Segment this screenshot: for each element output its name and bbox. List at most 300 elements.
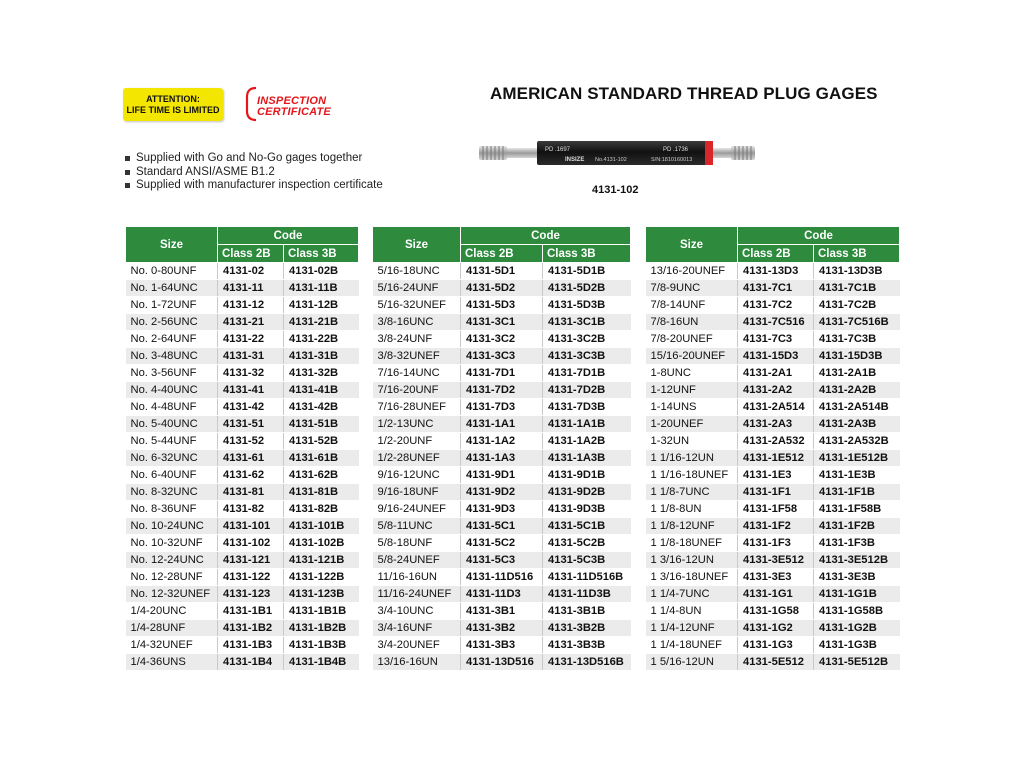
class-2b-code-cell: 4131-3B3 — [461, 637, 543, 654]
class-2b-header: Class 2B — [461, 245, 543, 263]
class-2b-code-cell: 4131-2A2 — [738, 382, 814, 399]
class-2b-code-cell: 4131-02 — [218, 263, 284, 280]
class-3b-code-cell: 4131-5C3B — [543, 552, 631, 569]
size-cell: 1/2-13UNC — [373, 416, 461, 433]
size-cell: 7/16-20UNF — [373, 382, 461, 399]
class-2b-code-cell: 4131-52 — [218, 433, 284, 450]
class-3b-code-cell: 4131-9D2B — [543, 484, 631, 501]
class-2b-code-cell: 4131-32 — [218, 365, 284, 382]
class-2b-code-cell: 4131-1G2 — [738, 620, 814, 637]
class-2b-code-cell: 4131-121 — [218, 552, 284, 569]
size-cell: 7/8-14UNF — [646, 297, 738, 314]
size-cell: 1-8UNC — [646, 365, 738, 382]
class-3b-code-cell: 4131-3E512B — [814, 552, 900, 569]
class-2b-code-cell: 4131-11D3 — [461, 586, 543, 603]
class-3b-code-cell: 4131-7C1B — [814, 280, 900, 297]
gage-brand: INSIZE — [565, 157, 585, 163]
class-3b-code-cell: 4131-81B — [284, 484, 359, 501]
table-row — [373, 535, 631, 552]
class-2b-code-cell: 4131-1E3 — [738, 467, 814, 484]
class-3b-code-cell: 4131-9D3B — [543, 501, 631, 518]
class-2b-code-cell: 4131-3B2 — [461, 620, 543, 637]
class-3b-code-cell: 4131-5D2B — [543, 280, 631, 297]
size-cell: No. 10-32UNF — [126, 535, 218, 552]
class-2b-code-cell: 4131-122 — [218, 569, 284, 586]
size-cell: 7/8-9UNC — [646, 280, 738, 297]
size-cell: No. 4-48UNF — [126, 399, 218, 416]
class-2b-code-cell: 4131-101 — [218, 518, 284, 535]
class-2b-code-cell: 4131-9D1 — [461, 467, 543, 484]
table-row — [126, 280, 359, 297]
table-row — [373, 552, 631, 569]
size-cell: No. 1-72UNF — [126, 297, 218, 314]
class-2b-code-cell: 4131-15D3 — [738, 348, 814, 365]
class-2b-code-cell: 4131-1G58 — [738, 603, 814, 620]
class-2b-code-cell: 4131-5E512 — [738, 654, 814, 671]
size-cell: 5/8-24UNEF — [373, 552, 461, 569]
table-row — [126, 501, 359, 518]
model-number: 4131-102 — [592, 184, 639, 196]
class-3b-code-cell: 4131-52B — [284, 433, 359, 450]
table-row — [126, 331, 359, 348]
table-row — [646, 433, 900, 450]
table-row — [646, 331, 900, 348]
class-3b-code-cell: 4131-5D1B — [543, 263, 631, 280]
class-3b-code-cell: 4131-1G3B — [814, 637, 900, 654]
class-3b-code-cell: 4131-1G58B — [814, 603, 900, 620]
table-row — [126, 382, 359, 399]
class-2b-code-cell: 4131-22 — [218, 331, 284, 348]
class-3b-code-cell: 4131-7C3B — [814, 331, 900, 348]
size-cell: 5/8-18UNF — [373, 535, 461, 552]
size-cell: 1/4-32UNEF — [126, 637, 218, 654]
table-row — [126, 518, 359, 535]
class-3b-code-cell: 4131-13D516B — [543, 654, 631, 671]
class-3b-code-cell: 4131-1F1B — [814, 484, 900, 501]
class-2b-code-cell: 4131-1A3 — [461, 450, 543, 467]
size-cell: 5/16-32UNEF — [373, 297, 461, 314]
class-2b-code-cell: 4131-42 — [218, 399, 284, 416]
table-row — [373, 586, 631, 603]
size-cell: 1/2-20UNF — [373, 433, 461, 450]
size-cell: No. 3-56UNF — [126, 365, 218, 382]
table-row — [646, 569, 900, 586]
class-3b-code-cell: 4131-3B3B — [543, 637, 631, 654]
class-2b-code-cell: 4131-81 — [218, 484, 284, 501]
table-row — [373, 399, 631, 416]
class-2b-code-cell: 4131-123 — [218, 586, 284, 603]
class-2b-code-cell: 4131-1F3 — [738, 535, 814, 552]
class-3b-code-cell: 4131-1F58B — [814, 501, 900, 518]
table-row — [646, 484, 900, 501]
class-3b-code-cell: 4131-5D3B — [543, 297, 631, 314]
class-2b-code-cell: 4131-2A3 — [738, 416, 814, 433]
class-3b-code-cell: 4131-12B — [284, 297, 359, 314]
size-cell: 11/16-16UN — [373, 569, 461, 586]
size-cell: 3/8-16UNC — [373, 314, 461, 331]
size-cell: No. 12-24UNC — [126, 552, 218, 569]
table-row — [126, 654, 359, 671]
table-row — [373, 314, 631, 331]
class-2b-code-cell: 4131-1F2 — [738, 518, 814, 535]
class-3b-code-cell: 4131-121B — [284, 552, 359, 569]
class-3b-code-cell: 4131-5C2B — [543, 535, 631, 552]
size-cell: No. 5-40UNC — [126, 416, 218, 433]
class-3b-code-cell: 4131-1A3B — [543, 450, 631, 467]
table-row — [373, 348, 631, 365]
table-row — [126, 586, 359, 603]
class-2b-code-cell: 4131-1B2 — [218, 620, 284, 637]
size-cell: No. 6-32UNC — [126, 450, 218, 467]
gage-serial: S/N:1810160013 — [651, 157, 693, 163]
class-2b-code-cell: 4131-82 — [218, 501, 284, 518]
gage-table-3 — [645, 226, 900, 671]
class-2b-code-cell: 4131-3C2 — [461, 331, 543, 348]
size-cell: No. 8-36UNF — [126, 501, 218, 518]
class-2b-code-cell: 4131-7C2 — [738, 297, 814, 314]
size-cell: 7/16-14UNC — [373, 365, 461, 382]
class-3b-code-cell: 4131-3E3B — [814, 569, 900, 586]
class-3b-code-cell: 4131-3B1B — [543, 603, 631, 620]
class-2b-code-cell: 4131-1F1 — [738, 484, 814, 501]
class-2b-code-cell: 4131-2A514 — [738, 399, 814, 416]
table-row — [646, 382, 900, 399]
table-row — [126, 365, 359, 382]
attention-badge-line2: LIFE TIME IS LIMITED — [126, 104, 220, 115]
feature-item: Supplied with manufacturer inspection certificate — [123, 179, 383, 193]
size-cell: No. 12-32UNEF — [126, 586, 218, 603]
class-2b-code-cell: 4131-1B3 — [218, 637, 284, 654]
class-2b-code-cell: 4131-3E512 — [738, 552, 814, 569]
size-cell: 5/16-24UNF — [373, 280, 461, 297]
class-2b-code-cell: 4131-7D2 — [461, 382, 543, 399]
table-row — [126, 399, 359, 416]
class-2b-code-cell: 4131-5C1 — [461, 518, 543, 535]
table-row — [646, 450, 900, 467]
class-2b-code-cell: 4131-5D1 — [461, 263, 543, 280]
size-cell: 13/16-20UNEF — [646, 263, 738, 280]
size-cell: 1 1/8-18UNEF — [646, 535, 738, 552]
attention-badge-line1: ATTENTION: — [146, 93, 200, 104]
size-cell: No. 8-32UNC — [126, 484, 218, 501]
class-3b-code-cell: 4131-1B4B — [284, 654, 359, 671]
size-cell: 3/4-20UNEF — [373, 637, 461, 654]
gage-number: No.4131-102 — [595, 157, 627, 163]
class-3b-code-cell: 4131-21B — [284, 314, 359, 331]
gage-table-2 — [372, 226, 631, 671]
table-row — [646, 280, 900, 297]
class-2b-code-cell: 4131-1G1 — [738, 586, 814, 603]
page-title: AMERICAN STANDARD THREAD PLUG GAGES — [490, 84, 878, 103]
size-cell: 9/16-24UNEF — [373, 501, 461, 518]
table-row — [646, 552, 900, 569]
table-row — [126, 314, 359, 331]
class-3b-code-cell: 4131-3C3B — [543, 348, 631, 365]
size-cell: 1 5/16-12UN — [646, 654, 738, 671]
class-2b-code-cell: 4131-5C3 — [461, 552, 543, 569]
feature-item: Supplied with Go and No-Go gages together — [123, 152, 383, 166]
class-3b-code-cell: 4131-1B3B — [284, 637, 359, 654]
table-row — [373, 365, 631, 382]
class-2b-code-cell: 4131-62 — [218, 467, 284, 484]
class-3b-code-cell: 4131-5C1B — [543, 518, 631, 535]
class-2b-code-cell: 4131-1B4 — [218, 654, 284, 671]
class-2b-code-cell: 4131-13D516 — [461, 654, 543, 671]
class-2b-code-cell: 4131-7C516 — [738, 314, 814, 331]
feature-list — [123, 152, 383, 193]
gage-pd-left: PD .1697 — [545, 147, 571, 153]
table-row — [373, 467, 631, 484]
size-cell: 1 1/4-7UNC — [646, 586, 738, 603]
size-cell: No. 4-40UNC — [126, 382, 218, 399]
class-3b-header: Class 3B — [814, 245, 900, 263]
size-cell: 7/8-16UN — [646, 314, 738, 331]
table-row — [646, 314, 900, 331]
class-3b-code-cell: 4131-61B — [284, 450, 359, 467]
size-cell: 11/16-24UNEF — [373, 586, 461, 603]
class-3b-code-cell: 4131-1A1B — [543, 416, 631, 433]
class-3b-code-cell: 4131-1E3B — [814, 467, 900, 484]
class-3b-code-cell: 4131-31B — [284, 348, 359, 365]
size-cell: 1 1/8-7UNC — [646, 484, 738, 501]
size-cell: 1 1/16-12UN — [646, 450, 738, 467]
class-3b-code-cell: 4131-1B1B — [284, 603, 359, 620]
class-2b-code-cell: 4131-1B1 — [218, 603, 284, 620]
class-2b-code-cell: 4131-2A1 — [738, 365, 814, 382]
table-row — [373, 501, 631, 518]
table-row — [373, 416, 631, 433]
table-row — [373, 569, 631, 586]
class-2b-code-cell: 4131-5D2 — [461, 280, 543, 297]
class-3b-code-cell: 4131-3C2B — [543, 331, 631, 348]
table-row — [646, 620, 900, 637]
size-cell: 5/8-11UNC — [373, 518, 461, 535]
table-row — [373, 433, 631, 450]
code-header: Code — [738, 227, 900, 245]
class-2b-code-cell: 4131-1E512 — [738, 450, 814, 467]
class-2b-code-cell: 4131-7D1 — [461, 365, 543, 382]
table-row — [126, 433, 359, 450]
table-row — [126, 569, 359, 586]
class-2b-code-cell: 4131-3C3 — [461, 348, 543, 365]
size-cell: 1-32UN — [646, 433, 738, 450]
size-cell: 1/4-20UNC — [126, 603, 218, 620]
table-row — [126, 484, 359, 501]
table-row — [373, 297, 631, 314]
gage-pd-right: PD .1736 — [663, 147, 689, 153]
inspection-certificate-logo — [244, 85, 354, 123]
class-2b-code-cell: 4131-9D2 — [461, 484, 543, 501]
class-3b-code-cell: 4131-13D3B — [814, 263, 900, 280]
table-row — [126, 620, 359, 637]
class-3b-code-cell: 4131-7D2B — [543, 382, 631, 399]
table-row — [126, 603, 359, 620]
size-cell: 9/16-12UNC — [373, 467, 461, 484]
class-3b-code-cell: 4131-42B — [284, 399, 359, 416]
size-cell: 1/2-28UNEF — [373, 450, 461, 467]
table-row — [646, 535, 900, 552]
class-2b-code-cell: 4131-11 — [218, 280, 284, 297]
size-cell: No. 5-44UNF — [126, 433, 218, 450]
table-row — [646, 637, 900, 654]
table-row — [646, 603, 900, 620]
table-row — [373, 450, 631, 467]
class-3b-code-cell: 4131-1E512B — [814, 450, 900, 467]
size-cell: 1 1/8-12UNF — [646, 518, 738, 535]
class-3b-code-cell: 4131-102B — [284, 535, 359, 552]
class-3b-code-cell: 4131-62B — [284, 467, 359, 484]
size-header: Size — [646, 227, 738, 263]
class-2b-code-cell: 4131-102 — [218, 535, 284, 552]
size-cell: No. 1-64UNC — [126, 280, 218, 297]
table-row — [646, 654, 900, 671]
table-row — [126, 467, 359, 484]
class-2b-code-cell: 4131-7C3 — [738, 331, 814, 348]
class-3b-code-cell: 4131-3B2B — [543, 620, 631, 637]
class-3b-code-cell: 4131-123B — [284, 586, 359, 603]
size-cell: 1-12UNF — [646, 382, 738, 399]
certificate-line2: CERTIFICATE — [257, 106, 331, 118]
table-row — [126, 263, 359, 280]
size-cell: No. 12-28UNF — [126, 569, 218, 586]
size-cell: No. 6-40UNF — [126, 467, 218, 484]
class-2b-code-cell: 4131-12 — [218, 297, 284, 314]
gage-table-1 — [125, 226, 359, 671]
class-2b-code-cell: 4131-21 — [218, 314, 284, 331]
code-header: Code — [461, 227, 631, 245]
size-cell: 1 1/16-18UNEF — [646, 467, 738, 484]
attention-badge — [123, 88, 223, 121]
table-row — [646, 365, 900, 382]
size-cell: 13/16-16UN — [373, 654, 461, 671]
table-row — [646, 501, 900, 518]
class-2b-code-cell: 4131-31 — [218, 348, 284, 365]
class-2b-code-cell: 4131-1G3 — [738, 637, 814, 654]
certificate-line1: INSPECTION — [257, 95, 327, 107]
table-row — [373, 654, 631, 671]
class-3b-code-cell: 4131-1F3B — [814, 535, 900, 552]
table-row — [373, 484, 631, 501]
class-3b-code-cell: 4131-7D1B — [543, 365, 631, 382]
table-row — [646, 467, 900, 484]
size-cell: No. 2-64UNF — [126, 331, 218, 348]
size-cell: 1 1/4-12UNF — [646, 620, 738, 637]
size-cell: 1 1/4-8UN — [646, 603, 738, 620]
table-row — [126, 552, 359, 569]
class-2b-code-cell: 4131-11D516 — [461, 569, 543, 586]
size-cell: 15/16-20UNEF — [646, 348, 738, 365]
size-cell: 9/16-18UNF — [373, 484, 461, 501]
class-3b-code-cell: 4131-02B — [284, 263, 359, 280]
class-3b-code-cell: 4131-11D3B — [543, 586, 631, 603]
table-row — [373, 637, 631, 654]
size-cell: 7/16-28UNEF — [373, 399, 461, 416]
table-row — [646, 586, 900, 603]
class-3b-code-cell: 4131-7C2B — [814, 297, 900, 314]
table-row — [646, 399, 900, 416]
class-3b-code-cell: 4131-15D3B — [814, 348, 900, 365]
feature-item: Standard ANSI/ASME B1.2 — [123, 166, 383, 180]
class-3b-code-cell: 4131-3C1B — [543, 314, 631, 331]
class-3b-code-cell: 4131-2A514B — [814, 399, 900, 416]
table-row — [373, 620, 631, 637]
class-2b-code-cell: 4131-7C1 — [738, 280, 814, 297]
class-3b-code-cell: 4131-1F2B — [814, 518, 900, 535]
class-3b-code-cell: 4131-5E512B — [814, 654, 900, 671]
size-cell: 7/8-20UNEF — [646, 331, 738, 348]
table-row — [126, 637, 359, 654]
class-3b-header: Class 3B — [284, 245, 359, 263]
size-header: Size — [126, 227, 218, 263]
class-3b-code-cell: 4131-22B — [284, 331, 359, 348]
size-cell: 1 3/16-12UN — [646, 552, 738, 569]
table-row — [373, 263, 631, 280]
class-3b-code-cell: 4131-11D516B — [543, 569, 631, 586]
class-3b-code-cell: 4131-1G2B — [814, 620, 900, 637]
table-row — [646, 263, 900, 280]
class-3b-code-cell: 4131-1A2B — [543, 433, 631, 450]
table-row — [646, 297, 900, 314]
table-row — [373, 603, 631, 620]
table-row — [373, 518, 631, 535]
class-3b-code-cell: 4131-32B — [284, 365, 359, 382]
class-3b-code-cell: 4131-82B — [284, 501, 359, 518]
table-row — [646, 416, 900, 433]
class-3b-code-cell: 4131-41B — [284, 382, 359, 399]
size-cell: No. 0-80UNF — [126, 263, 218, 280]
class-3b-code-cell: 4131-122B — [284, 569, 359, 586]
class-3b-code-cell: 4131-7C516B — [814, 314, 900, 331]
size-cell: 1 1/8-8UN — [646, 501, 738, 518]
size-cell: 3/8-32UNEF — [373, 348, 461, 365]
class-2b-code-cell: 4131-5D3 — [461, 297, 543, 314]
table-row — [126, 450, 359, 467]
size-cell: 3/4-16UNF — [373, 620, 461, 637]
class-2b-code-cell: 4131-13D3 — [738, 263, 814, 280]
class-2b-header: Class 2B — [218, 245, 284, 263]
class-3b-header: Class 3B — [543, 245, 631, 263]
table-row — [126, 348, 359, 365]
table-row — [126, 416, 359, 433]
class-2b-code-cell: 4131-61 — [218, 450, 284, 467]
size-cell: 1/4-36UNS — [126, 654, 218, 671]
table-row — [126, 297, 359, 314]
class-2b-header: Class 2B — [738, 245, 814, 263]
table-row — [373, 331, 631, 348]
class-2b-code-cell: 4131-2A532 — [738, 433, 814, 450]
table-row — [373, 382, 631, 399]
size-cell: 1-20UNEF — [646, 416, 738, 433]
size-cell: 3/8-24UNF — [373, 331, 461, 348]
class-3b-code-cell: 4131-51B — [284, 416, 359, 433]
class-2b-code-cell: 4131-1F58 — [738, 501, 814, 518]
code-header: Code — [218, 227, 359, 245]
class-2b-code-cell: 4131-1A2 — [461, 433, 543, 450]
class-2b-code-cell: 4131-9D3 — [461, 501, 543, 518]
class-3b-code-cell: 4131-2A2B — [814, 382, 900, 399]
size-cell: 1-14UNS — [646, 399, 738, 416]
size-cell: 1/4-28UNF — [126, 620, 218, 637]
size-header: Size — [373, 227, 461, 263]
class-2b-code-cell: 4131-41 — [218, 382, 284, 399]
table-row — [126, 535, 359, 552]
class-2b-code-cell: 4131-5C2 — [461, 535, 543, 552]
class-3b-code-cell: 4131-101B — [284, 518, 359, 535]
table-row — [646, 348, 900, 365]
thread-plug-gage-image — [477, 138, 759, 170]
table-row — [373, 280, 631, 297]
size-cell: 5/16-18UNC — [373, 263, 461, 280]
